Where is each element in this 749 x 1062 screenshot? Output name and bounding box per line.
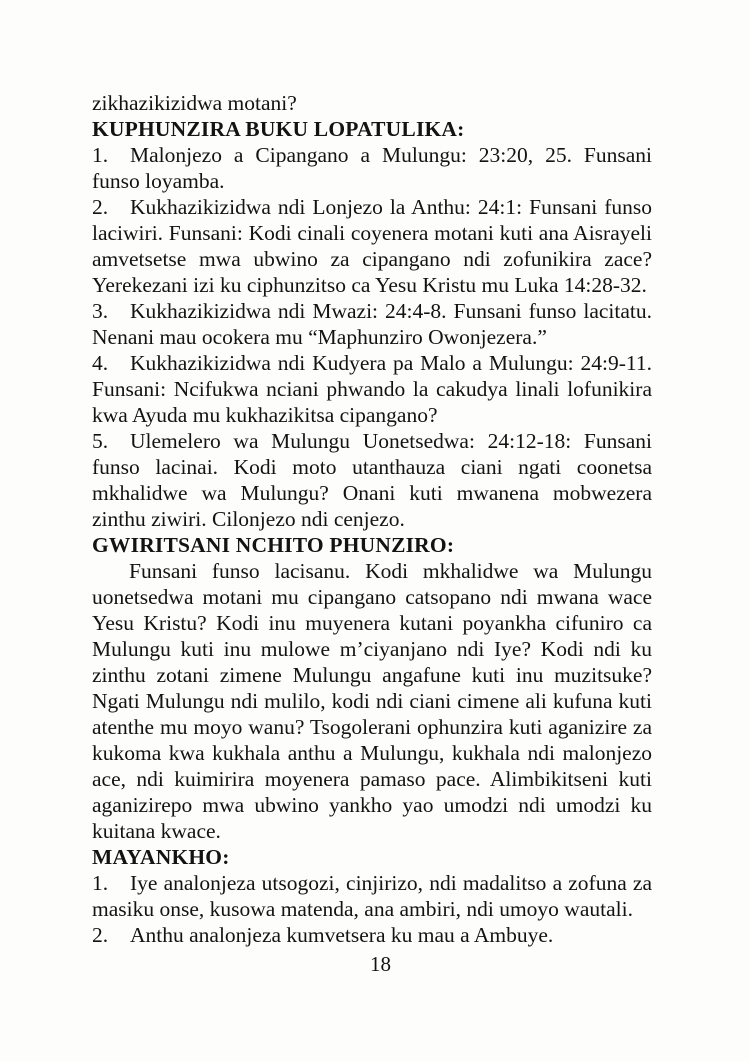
item-text: Kukhazikizidwa ndi Mwazi: 24:4-8. Funsani funso lacitatu. Nenani mau ocokera mu “Maphunziro Owonjezera.” bbox=[92, 299, 652, 349]
item-number: 1. bbox=[92, 871, 109, 895]
section-heading-kuphunzira-buku-lopatulika: KUPHUNZIRA BUKU LOPATULIKA: bbox=[92, 117, 465, 141]
item-number: 1. bbox=[92, 143, 109, 167]
item-text: Kukhazikizidwa ndi Kudyera pa Malo a Mulungu: 24:9-11. Funsani: Ncifukwa nciani phwando la cakudya linali lofunikira kwa Ayuda mu kukhazikitsa cipangano? bbox=[92, 351, 652, 427]
item-text: Malonjezo a Cipangano a Mulungu: 23:20, 25. Funsani funso loyamba. bbox=[92, 143, 652, 193]
numbered-item bbox=[92, 922, 652, 948]
page-number: 18 bbox=[370, 952, 391, 976]
item-text: Anthu analonjeza kumvetsera ku mau a Ambuye. bbox=[130, 923, 554, 947]
numbered-item bbox=[92, 194, 652, 298]
numbered-item bbox=[92, 350, 652, 428]
item-text: Kukhazikizidwa ndi Lonjezo la Anthu: 24:1: Funsani funso laciwiri. Funsani: Kodi cinali coyenera motani kuti ana Aisrayeli amvetsetse mwa ubwino za cipangano ndi zofunikira zace? Yerekezani izi ku ciphunzitso ca Yesu Kristu mu Luka 14:28-32. bbox=[92, 195, 652, 297]
item-text: Ulemelero wa Mulungu Uonetsedwa: 24:12-18: Funsani funso lacinai. Kodi moto utanthauza ciani ngati coonetsa mkhalidwe wa Mulungu? Onani kuti mwanena mobwezera zinthu ziwiri. Cilonjezo ndi cenjezo. bbox=[92, 429, 652, 531]
section-heading-mayankho: MAYANKHO: bbox=[92, 845, 230, 869]
numbered-item bbox=[92, 870, 652, 922]
application-paragraph: Funsani funso lacisanu. Kodi mkhalidwe wa Mulungu uonetsedwa motani mu cipangano catsopano ndi mwana wace Yesu Kristu? Kodi inu muyenera kutani poyankha cifuniro ca Mulungu kuti inu mulowe m’ciyanjano ndi Iye? Kodi ndi ku zinthu zotani zimene Mulungu angafune kuti inu muzitsuke? Ngati Mulungu ndi mulilo, kodi ndi ciani cimene ali kufuna kuti atenthe mu moyo wanu? Tsogolerani ophunzira kuti aganizire za kukoma kwa kukhala anthu a Mulungu, kukhala ndi malonjezo ace, ndi kuimirira moyenera pamaso pace. Alimbikitseni kuti aganizirepo mwa ubwino yankho yao umodzi ndi umodzi ku kuitana kwace. bbox=[92, 559, 652, 843]
item-number: 2. bbox=[92, 923, 109, 947]
numbered-item bbox=[92, 298, 652, 350]
item-number: 4. bbox=[92, 351, 109, 375]
text-column bbox=[92, 90, 652, 948]
item-number: 3. bbox=[92, 299, 109, 323]
item-text: Iye analonjeza utsogozi, cinjirizo, ndi madalitso a zofuna za masiku onse, kusowa matenda, ana ambiri, ndi umoyo wautali. bbox=[92, 871, 652, 921]
paragraph-continuation: zikhazikizidwa motani? bbox=[92, 91, 297, 115]
section-heading-gwiritsani-nchito-phunziro: GWIRITSANI NCHITO PHUNZIRO: bbox=[92, 533, 455, 557]
item-number: 2. bbox=[92, 195, 109, 219]
numbered-item bbox=[92, 428, 652, 532]
item-number: 5. bbox=[92, 429, 109, 453]
numbered-item bbox=[92, 142, 652, 194]
